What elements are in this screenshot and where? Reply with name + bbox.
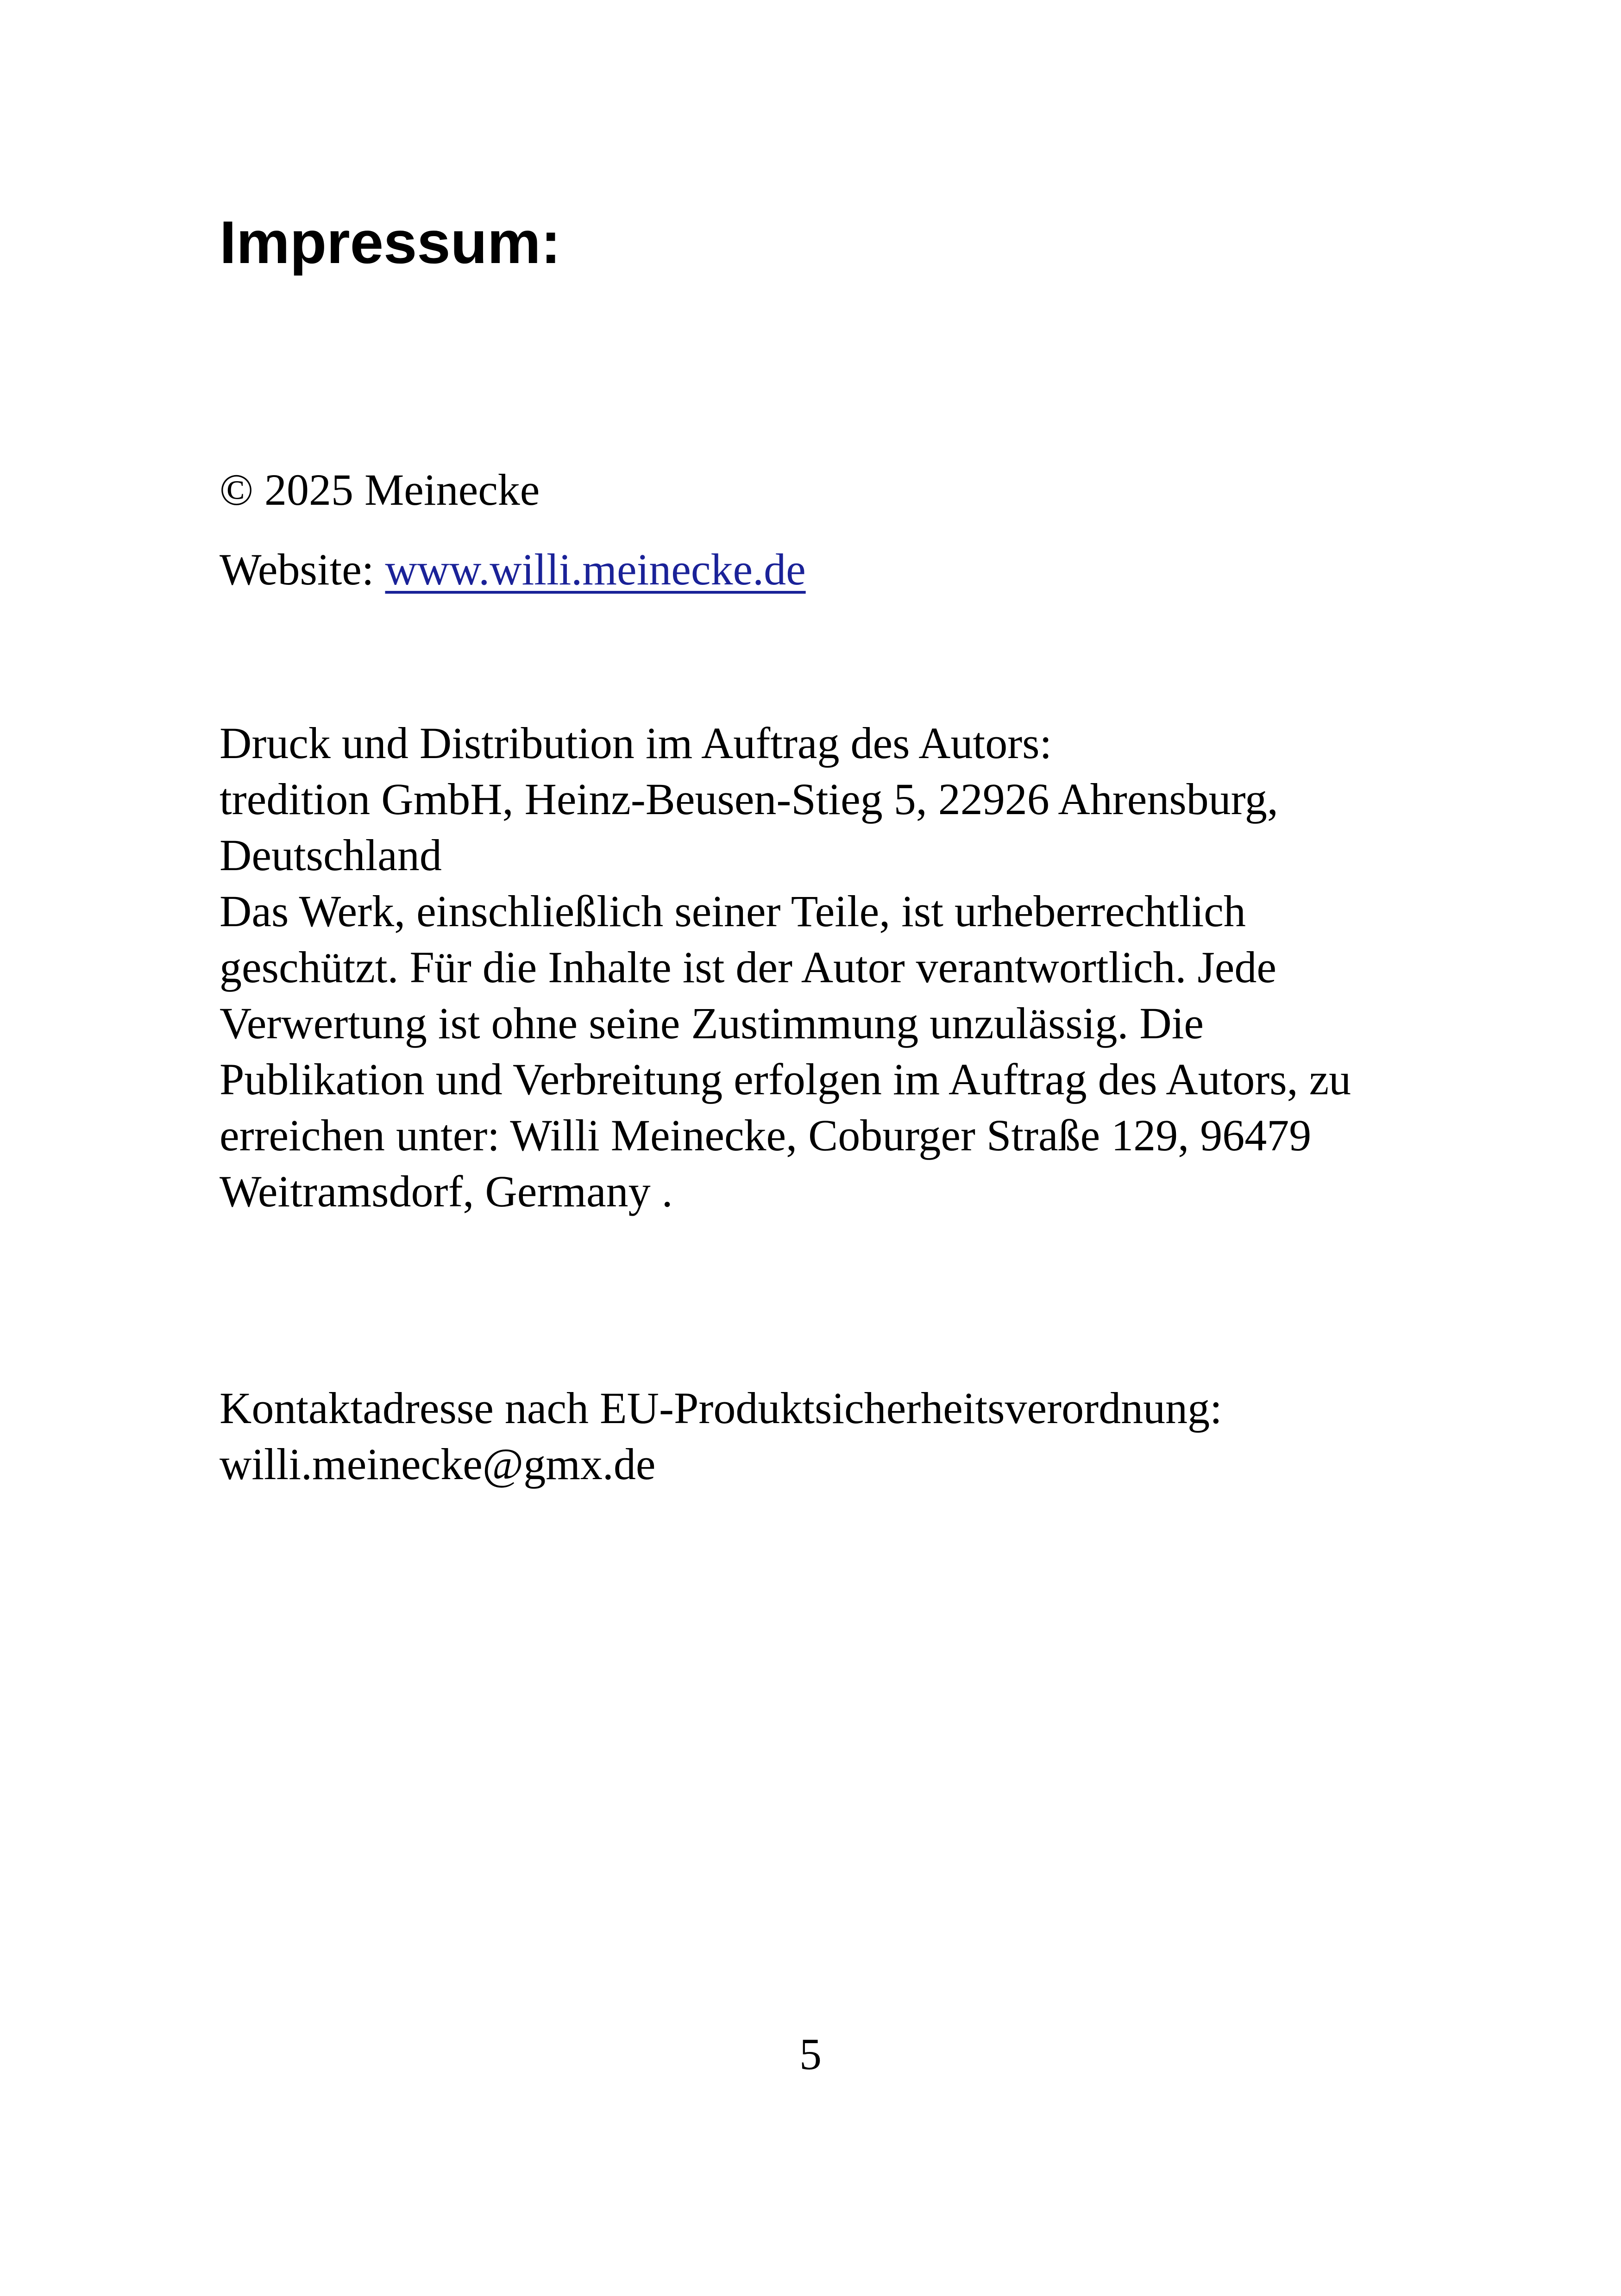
print-line: Publikation und Verbreitung erfolgen im Auftrag des Autors, zu xyxy=(220,1054,1351,1104)
print-line: Deutschland xyxy=(220,830,442,880)
contact-block xyxy=(220,1380,1222,1492)
website-label: Website: xyxy=(220,545,385,594)
print-line: tredition GmbH, Heinz-Beusen-Stieg 5, 22926 Ahrensburg, xyxy=(220,774,1278,824)
print-line: Druck und Distribution im Auftrag des Autors: xyxy=(220,718,1052,768)
print-line: geschützt. Für die Inhalte ist der Autor verantwortlich. Jede xyxy=(220,942,1277,992)
print-distribution-block xyxy=(220,715,1351,1219)
copyright-line: © 2025 Meinecke xyxy=(220,465,540,514)
print-line: Verwertung ist ohne seine Zustimmung unzulässig. Die xyxy=(220,998,1204,1048)
contact-email: willi.meinecke@gmx.de xyxy=(220,1439,656,1489)
page-title: Impressum: xyxy=(220,208,561,276)
print-line: Weitramsdorf, Germany . xyxy=(220,1167,673,1216)
website-line xyxy=(220,547,806,592)
print-line: erreichen unter: Willi Meinecke, Coburger Straße 129, 96479 xyxy=(220,1110,1312,1160)
contact-label: Kontaktadresse nach EU-Produktsicherheitsverordnung: xyxy=(220,1383,1222,1433)
print-line: Das Werk, einschließlich seiner Teile, ist urheberrechtlich xyxy=(220,886,1246,936)
website-link[interactable]: www.willi.meinecke.de xyxy=(385,545,806,594)
page-number: 5 xyxy=(799,2029,822,2079)
